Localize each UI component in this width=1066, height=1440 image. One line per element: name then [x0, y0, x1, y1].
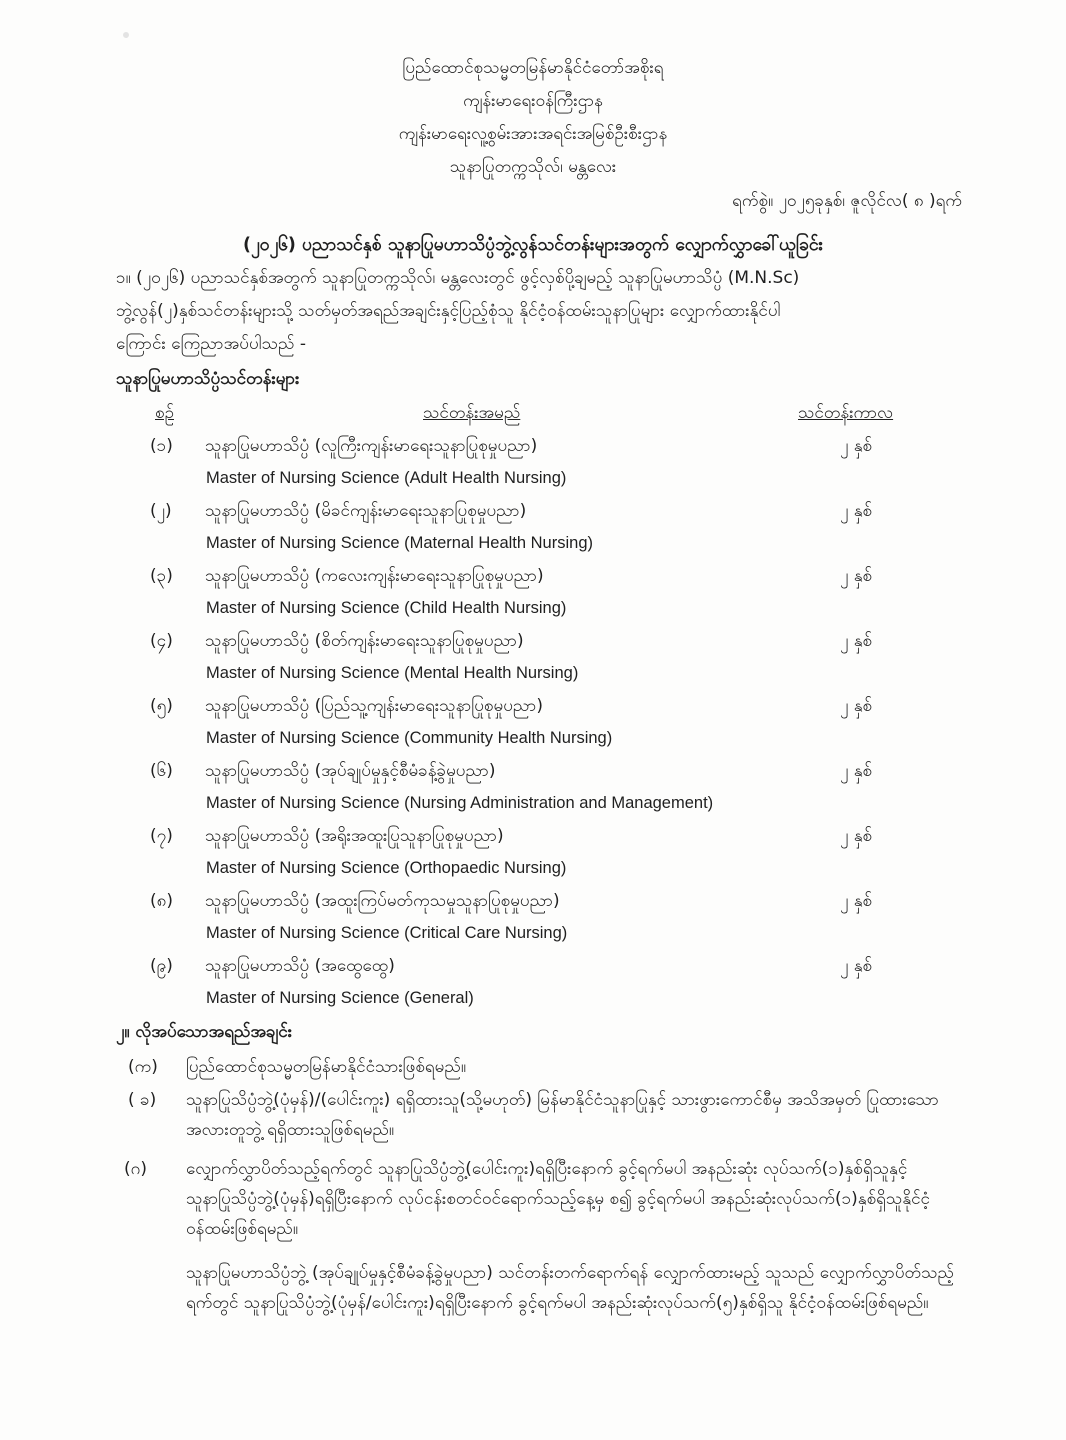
course-name-english: Master of Nursing Science (Child Health Nursing)	[206, 599, 567, 617]
course-number: (၈)	[150, 891, 173, 911]
course-name-english: Master of Nursing Science (Nursing Administration and Management)	[206, 794, 714, 812]
course-number: (၅)	[150, 696, 173, 716]
course-number: (၁)	[150, 436, 173, 456]
course-name-myanmar: သူနာပြုမဟာသိပ္ပံ (အထွေထွေ)	[205, 956, 395, 976]
course-name-myanmar: သူနာပြုမဟာသိပ္ပံ (အရိုးအထူးပြုသူနာပြုစုမှုပညာ)	[205, 826, 504, 846]
document-date: ရက်စွဲ။ ၂၀၂၅ခုနှစ်၊ ဇူလိုင်လ( ၈ )ရက်	[732, 191, 962, 211]
course-number: (၂)	[150, 501, 172, 521]
course-name-english: Master of Nursing Science (Adult Health Nursing)	[206, 469, 567, 487]
course-name-myanmar: သူနာပြုမဟာသိပ္ပံ (ကလေးကျန်းမာရေးသူနာပြုစုမှုပညာ)	[205, 566, 544, 586]
course-number: (၆)	[150, 761, 173, 781]
requirements-heading: ၂။ လိုအပ်သောအရည်အချင်း	[116, 1022, 293, 1042]
requirement-text: လျှောက်လွှာပိတ်သည့်ရက်တွင် သူနာပြုသိပ္ပံဘွဲ့(ပေါင်းကူး)ရရှိပြီးနောက် ခွင့်ရက်မပါ အနည်းဆုံး လုပ်သက်(၁)နှစ်ရှိသူနှင့် သူနာပြုသိပ္ပံဘွဲ့(ပုံမှန်)ရရှိပြီးနောက် လုပ်ငန်းစတင်ဝင်ရောက်သည့်နေ့မှ စ၍ ခွင့်ရက်မပါ အနည်းဆုံးလုပ်သက်(၁)နှစ်ရှိသူနိုင်ငံ့ဝန်ထမ်းဖြစ်ရမည်။	[186, 1159, 930, 1239]
course-duration: ၂ နှစ်	[840, 761, 873, 781]
requirement-label: ( ခ)	[128, 1090, 157, 1110]
course-duration: ၂ နှစ်	[840, 436, 873, 456]
course-name-english: Master of Nursing Science (Mental Health Nursing)	[206, 664, 579, 682]
course-duration: ၂ နှစ်	[840, 891, 873, 911]
course-number: (၉)	[150, 956, 173, 976]
course-name-myanmar: သူနာပြုမဟာသိပ္ပံ (စိတ်ကျန်းမာရေးသူနာပြုစုမှုပညာ)	[205, 631, 524, 651]
header-department: ကျန်းမာရေးလူ့စွမ်းအားအရင်းအမြစ်ဦးစီးဌာန	[398, 124, 668, 144]
course-name-english: Master of Nursing Science (Maternal Health Nursing)	[206, 534, 593, 552]
requirement-label: (က)	[128, 1057, 158, 1077]
course-duration: ၂ နှစ်	[840, 631, 873, 651]
course-number: (၄)	[150, 631, 173, 651]
column-header-course-name: သင်တန်းအမည်	[423, 403, 521, 423]
scan-speck	[123, 32, 129, 38]
requirement-label: (ဂ)	[124, 1159, 147, 1179]
course-duration: ၂ နှစ်	[840, 501, 873, 521]
document-title: (၂၀၂၆) ပညာသင်နှစ် သူနာပြုမဟာသိပ္ပံဘွဲ့လွန်သင်တန်းများအတွက် လျှောက်လွှာခေါ်ယူခြင်း	[243, 235, 823, 255]
course-number: (၇)	[150, 826, 173, 846]
course-name-english: Master of Nursing Science (General)	[206, 989, 474, 1007]
intro-line-1: ၁။ (၂၀၂၆) ပညာသင်နှစ်အတွက် သူနာပြုတက္ကသိုလ်၊ မန္တလေးတွင် ဖွင့်လှစ်ပို့ချမည့် သူနာပြုမဟာသိပ္ပံ (M.N.Sc)	[116, 268, 800, 288]
courses-heading: သူနာပြုမဟာသိပ္ပံသင်တန်းများ	[116, 369, 300, 389]
header-government: ပြည်ထောင်စုသမ္မတမြန်မာနိုင်ငံတော်အစိုးရ	[402, 58, 664, 78]
intro-line-3: ကြောင်း ကြေညာအပ်ပါသည် -	[116, 334, 307, 354]
requirement-text: သူနာပြုသိပ္ပံဘွဲ့(ပုံမှန်)/(ပေါင်းကူး) ရရှိထားသူ(သို့မဟုတ်) မြန်မာနိုင်ငံသူနာပြုနှင့် သားဖွားကောင်စီမှ အသိအမှတ် ပြုထားသောအလားတူဘွဲ့ ရရှိထားသူဖြစ်ရမည်။	[186, 1090, 939, 1140]
course-duration: ၂ နှစ်	[840, 826, 873, 846]
course-name-english: Master of Nursing Science (Critical Care Nursing)	[206, 924, 568, 942]
course-name-myanmar: သူနာပြုမဟာသိပ္ပံ (လူကြီးကျန်းမာရေးသူနာပြုစုမှုပညာ)	[205, 436, 538, 456]
course-name-myanmar: သူနာပြုမဟာသိပ္ပံ (မိခင်ကျန်းမာရေးသူနာပြုစုမှုပညာ)	[205, 501, 527, 521]
course-name-myanmar: သူနာပြုမဟာသိပ္ပံ (အုပ်ချုပ်မှုနှင့်စီမံခန့်ခွဲမှုပညာ)	[205, 761, 496, 781]
header-university: သူနာပြုတက္ကသိုလ်၊ မန္တလေး	[449, 157, 617, 177]
course-name-myanmar: သူနာပြုမဟာသိပ္ပံ (ပြည်သူ့ကျန်းမာရေးသူနာပြုစုမှုပညာ)	[205, 696, 543, 716]
requirement-text: ပြည်ထောင်စုသမ္မတမြန်မာနိုင်ငံသားဖြစ်ရမည်။	[186, 1057, 466, 1077]
course-name-english: Master of Nursing Science (Orthopaedic Nursing)	[206, 859, 567, 877]
column-header-number: စဉ်	[155, 403, 174, 423]
course-duration: ၂ နှစ်	[840, 956, 873, 976]
course-number: (၃)	[150, 566, 173, 586]
header-ministry: ကျန်းမာရေးဝန်ကြီးဌာန	[463, 91, 603, 111]
course-name-english: Master of Nursing Science (Community Health Nursing)	[206, 729, 613, 747]
course-name-myanmar: သူနာပြုမဟာသိပ္ပံ (အထူးကြပ်မတ်ကုသမှုသူနာပြုစုမှုပညာ)	[205, 891, 560, 911]
course-duration: ၂ နှစ်	[840, 566, 873, 586]
requirement-note: သူနာပြုမဟာသိပ္ပံဘွဲ့ (အုပ်ချုပ်မှုနှင့်စီမံခန့်ခွဲမှုပညာ) သင်တန်းတက်ရောက်ရန် လျှောက်ထားမည့် သူသည် လျှောက်လွှာပိတ်သည့်ရက်တွင် သူနာပြုသိပ္ပံဘွဲ့(ပုံမှန်/ပေါင်းကူး)ရရှိပြီးနောက် ခွင့်ရက်မပါ အနည်းဆုံးလုပ်သက်(၅)နှစ်ရှိသူ နိုင်ငံ့ဝန်ထမ်းဖြစ်ရမည်။	[186, 1263, 954, 1313]
column-header-duration: သင်တန်းကာလ	[798, 403, 894, 423]
intro-line-2: ဘွဲ့လွန်(၂)နှစ်သင်တန်းများသို့ သတ်မှတ်အရည်အချင်းနှင့်ပြည့်စုံသူ နိုင်ငံ့ဝန်ထမ်းသူနာပြုများ လျှောက်ထားနိုင်ပါ	[116, 301, 781, 321]
course-duration: ၂ နှစ်	[840, 696, 873, 716]
